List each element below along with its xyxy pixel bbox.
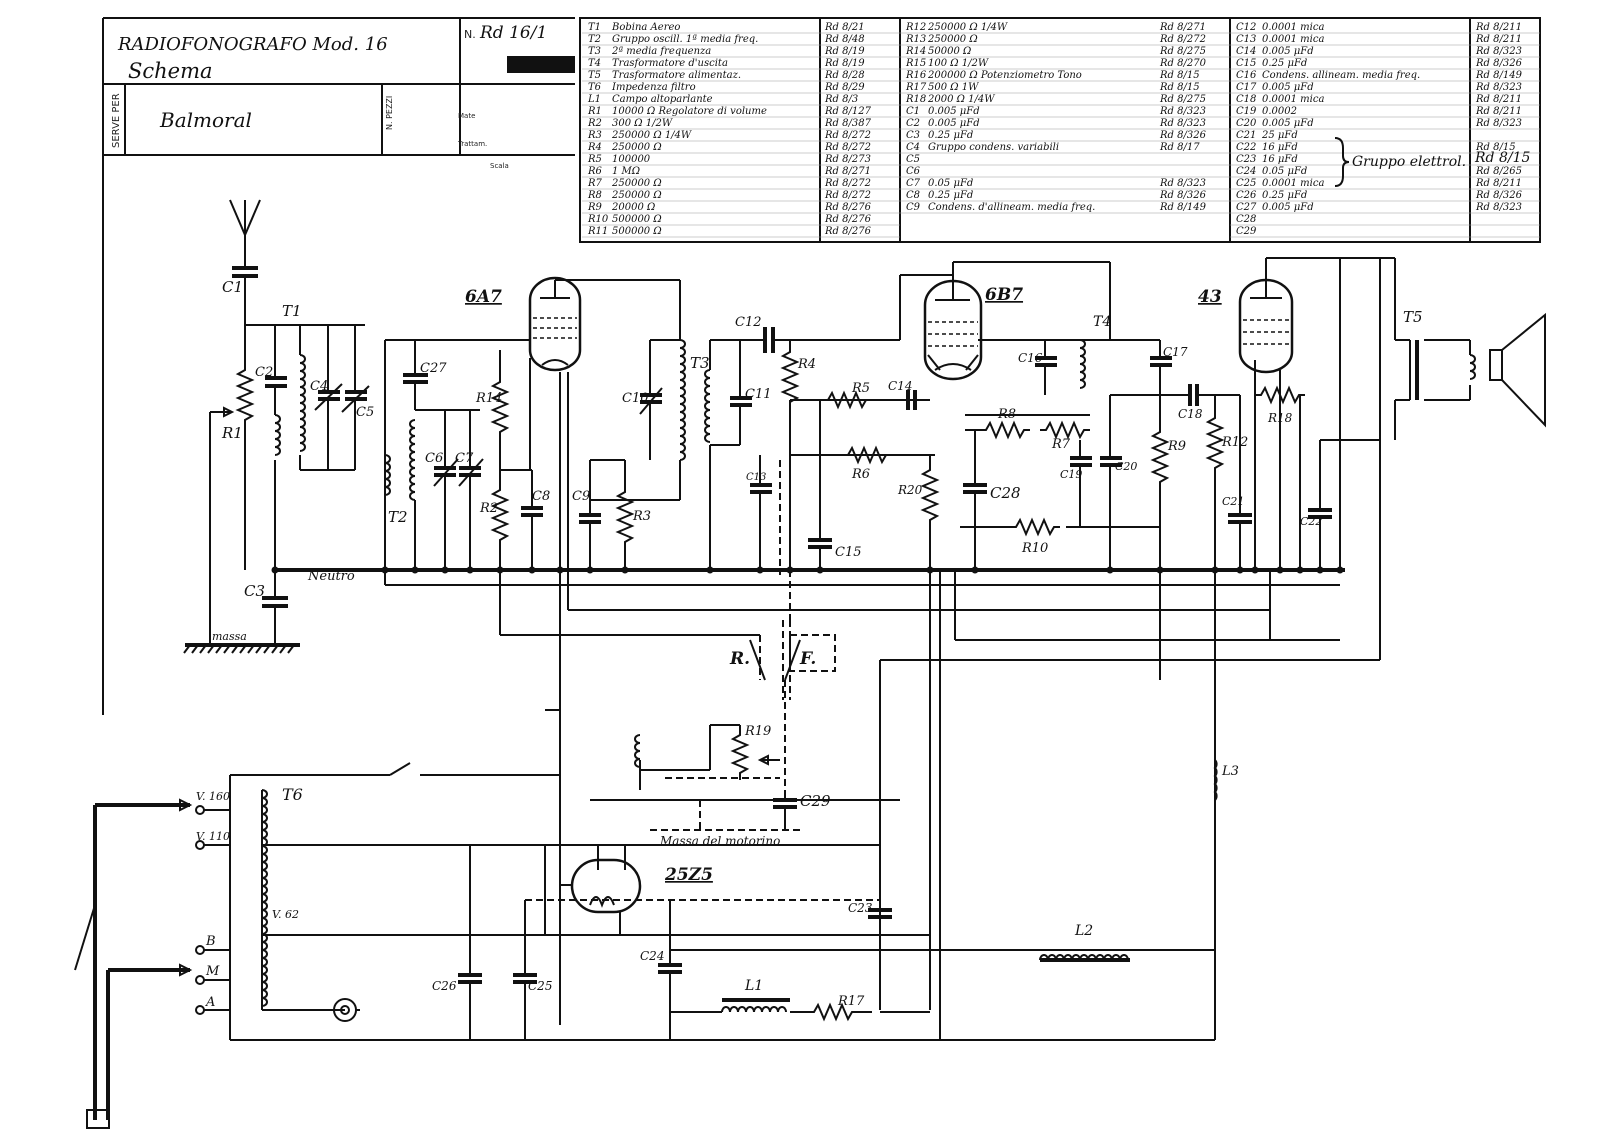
bom-ref: R18 — [906, 94, 927, 105]
bom-desc: 250000 Ω — [612, 190, 662, 201]
label-t3: T3 — [690, 354, 710, 372]
bom-column-1 — [582, 22, 900, 237]
bom-ref: C21 — [1236, 130, 1257, 141]
junction-dot — [927, 567, 934, 574]
coil-winding — [705, 370, 710, 442]
bom-ref: R1 — [588, 106, 602, 117]
bom-code: Rd 8/326 — [1476, 58, 1522, 69]
label-tap-m: M — [206, 964, 220, 979]
bom-ref: C7 — [906, 178, 921, 189]
bom-ref: R14 — [906, 46, 927, 57]
bom-desc: 100000 — [612, 154, 651, 165]
junction-dot — [817, 567, 824, 574]
subtitle-text: Schema — [128, 59, 213, 83]
bom-ref: R10 — [588, 214, 609, 225]
bom-desc: 0.0001 mica — [1262, 178, 1325, 189]
label-c10: C10 — [622, 391, 649, 406]
bom-code: Rd 8/276 — [825, 202, 871, 213]
junction-dot — [1212, 567, 1219, 574]
bom-code: Rd 8/272 — [825, 190, 871, 201]
tube-25z5 — [572, 845, 640, 912]
label-r10: R10 — [1022, 541, 1049, 556]
label-tap-a: A — [206, 995, 216, 1010]
bom-ref: C27 — [1236, 202, 1257, 213]
coil-winding — [680, 340, 685, 460]
bom-ref: C20 — [1236, 118, 1257, 129]
bom-code: Rd 8/326 — [1476, 190, 1522, 201]
label-r18: R18 — [1268, 411, 1293, 425]
coil-winding — [1080, 340, 1085, 388]
bom-ref: C6 — [906, 166, 921, 177]
coil-winding — [275, 415, 280, 455]
bom-desc: 0.005 μFd — [1262, 46, 1314, 57]
label-c28: C28 — [990, 484, 1021, 502]
label-r9: R9 — [1168, 439, 1187, 454]
label-r5: R5 — [852, 381, 871, 396]
bom-desc: Trasformatore d'uscita — [612, 58, 728, 69]
label-l3: L3 — [1222, 764, 1239, 779]
bom-desc: 0.25 μFd — [1262, 190, 1308, 201]
bom-code: Rd 8/323 — [1476, 202, 1522, 213]
bom-desc: 250000 Ω 1/4W — [928, 22, 1008, 33]
bom-code: Rd 8/271 — [825, 166, 871, 177]
tube-43 — [1240, 258, 1292, 372]
bom-ref: R13 — [906, 34, 927, 45]
field-trattam: Trattam. — [458, 140, 488, 148]
bom-ref: T4 — [588, 58, 602, 69]
bom-ref: C4 — [906, 142, 921, 153]
bom-code: Rd 8/323 — [1476, 82, 1522, 93]
tube-label-25z5: 25Z5 — [665, 865, 713, 885]
bom-ref: C1 — [906, 106, 921, 117]
label-r14: R14 — [476, 391, 503, 406]
bom-code: Rd 8/270 — [1160, 58, 1206, 69]
detector-stage — [735, 262, 1240, 700]
bom-desc: 1 MΩ — [612, 166, 641, 177]
bom-ref: C26 — [1236, 190, 1257, 201]
bom-desc: 20000 Ω — [612, 202, 656, 213]
tube-6b7 — [925, 262, 981, 379]
label-r12: R12 — [1222, 435, 1249, 450]
junction-dot — [1237, 567, 1244, 574]
coil-winding — [1470, 355, 1475, 379]
bom-ref: C18 — [1236, 94, 1257, 105]
bom-ref: R11 — [588, 226, 609, 237]
serve-per-value: Balmoral — [160, 108, 252, 132]
bom-desc: 0.005 μFd — [928, 118, 980, 129]
label-c23: C23 — [848, 901, 873, 915]
bom-desc: Condens. allineam. media freq. — [1262, 70, 1421, 81]
label-c26: C26 — [432, 979, 457, 993]
label-r4: R4 — [798, 357, 817, 372]
bom-ref: C23 — [1236, 154, 1257, 165]
bom-ref: R4 — [588, 142, 602, 153]
label-v110: V. 110 — [196, 830, 231, 843]
bom-code: Rd 8/28 — [825, 70, 865, 81]
antenna-icon — [230, 200, 260, 268]
bom-ref: R2 — [588, 118, 602, 129]
bom-ref: T2 — [588, 34, 602, 45]
bom-code: Rd 8/211 — [1476, 94, 1522, 105]
tube-label-6a7: 6A7 — [465, 287, 502, 307]
bom-desc: 16 μFd — [1262, 154, 1298, 165]
junction-dot — [382, 567, 389, 574]
bom-desc: Condens. d'allineam. media freq. — [928, 202, 1096, 213]
bom-code: Rd 8/29 — [825, 82, 865, 93]
tube-label-6b7: 6B7 — [985, 285, 1024, 305]
label-t6: T6 — [282, 785, 303, 804]
label-r6: R6 — [852, 467, 871, 482]
bom-code: Rd 8/387 — [825, 118, 871, 129]
bom-code: Rd 8/326 — [1160, 190, 1206, 201]
bom-code: Rd 8/211 — [1476, 178, 1522, 189]
label-r17: R17 — [838, 994, 865, 1009]
bom-desc: 0.25 μFd — [928, 190, 974, 201]
bom-desc: 16 μFd — [1262, 142, 1298, 153]
junction-dot — [1277, 567, 1284, 574]
label-r2: R2 — [480, 501, 499, 516]
label-v160: V. 160 — [196, 790, 231, 803]
bom-ref: C5 — [906, 154, 921, 165]
label-r8: R8 — [998, 407, 1017, 422]
label-c11: C11 — [745, 387, 772, 402]
junction-dot — [787, 567, 794, 574]
bom-ref: C14 — [1236, 46, 1257, 57]
if-transformer-t3 — [590, 340, 772, 570]
label-c16: C16 — [1018, 351, 1043, 365]
bom-desc: 250000 Ω — [928, 34, 978, 45]
mains-plug-icon — [87, 1110, 109, 1128]
label-c12: C12 — [735, 315, 762, 330]
junction-dot — [272, 567, 279, 574]
junction-dot — [467, 567, 474, 574]
label-c7: C7 — [455, 451, 474, 466]
label-neutro: Neutro — [308, 569, 355, 584]
bom-ref: R3 — [588, 130, 602, 141]
bom-desc: 0.05 μFd — [928, 178, 974, 189]
label-c20: C20 — [1115, 460, 1138, 473]
bom-ref: T6 — [588, 82, 602, 93]
bom-ref: C3 — [906, 130, 921, 141]
bom-code: Rd 8/275 — [1160, 46, 1206, 57]
bom-code: Rd 8/211 — [1476, 106, 1522, 117]
label-c15: C15 — [835, 545, 862, 560]
junction-dot — [497, 567, 504, 574]
bom-code: Rd 8/323 — [1160, 106, 1206, 117]
bom-code: Rd 8/127 — [825, 106, 871, 117]
bom-code: Rd 8/326 — [1160, 130, 1206, 141]
label-r19: R19 — [745, 724, 772, 739]
label-r20: R20 — [898, 483, 923, 497]
bom-ref: C12 — [1236, 22, 1257, 33]
label-c18: C18 — [1178, 407, 1203, 421]
bom-ref: C19 — [1236, 106, 1257, 117]
label-c2: C2 — [255, 365, 274, 380]
bom-desc: 300 Ω 1/2W — [612, 118, 673, 129]
bom-desc: Trasformatore alimentaz. — [612, 70, 742, 81]
label-l2: L2 — [1075, 923, 1094, 939]
bom-code: Rd 8/323 — [1160, 178, 1206, 189]
power-supply — [75, 680, 1239, 1128]
bom-code: Rd 8/211 — [1476, 22, 1522, 33]
junction-dot — [707, 567, 714, 574]
bom-code: Rd 8/15 — [1160, 70, 1200, 81]
label-c22: C22 — [1300, 515, 1323, 528]
bom-desc: 2000 Ω 1/4W — [928, 94, 995, 105]
bom-code: Rd 8/272 — [1160, 34, 1206, 45]
pezzi-label: N. PEZZI — [385, 95, 394, 130]
bom-desc: 0.0001 mica — [1262, 34, 1325, 45]
bom-code: Rd 8/48 — [825, 34, 865, 45]
bom-desc: 100 Ω 1/2W — [928, 58, 989, 69]
bom-code: Rd 8/271 — [1160, 22, 1206, 33]
bom-desc: 0.005 μFd — [1262, 82, 1314, 93]
number-value: Rd 16/1 — [480, 23, 548, 43]
bom-code: Rd 8/149 — [1476, 70, 1522, 81]
bom-ref: R15 — [906, 58, 927, 69]
junction-dot — [529, 567, 536, 574]
loudspeaker-icon — [1490, 315, 1545, 425]
bom-column-2 — [900, 22, 1230, 213]
label-c9: C9 — [572, 489, 591, 504]
label-c1: C1 — [222, 278, 244, 296]
bom-ref: T5 — [588, 70, 602, 81]
bom-ref: R9 — [588, 202, 602, 213]
junction-dot — [757, 567, 764, 574]
junction-dot — [1157, 567, 1164, 574]
bom-desc: Gruppo condens. variabili — [928, 142, 1060, 153]
neutro-bus — [275, 569, 1345, 584]
bom-code: Rd 8/276 — [825, 214, 871, 225]
label-r3: R3 — [633, 509, 652, 524]
bom-desc: 500000 Ω — [612, 226, 662, 237]
bom-ref: C22 — [1236, 142, 1257, 153]
bom-code: Rd 8/15 — [1160, 82, 1200, 93]
label-t1: T1 — [282, 302, 302, 320]
bom-code: Rd 8/323 — [1160, 118, 1206, 129]
bom-desc: 0.0002 — [1262, 106, 1297, 117]
label-r1: R1 — [222, 424, 243, 442]
bom-code: Rd 8/211 — [1476, 34, 1522, 45]
bom-code: Rd 8/17 — [1160, 142, 1200, 153]
bom-code: Rd 8/272 — [825, 130, 871, 141]
bom-desc: Impedenza filtro — [612, 82, 696, 93]
bom-desc: 0.0001 mica — [1262, 22, 1325, 33]
bom-desc: 50000 Ω — [928, 46, 972, 57]
junction-dot — [1337, 567, 1344, 574]
bom-desc: 0.0001 mica — [1262, 94, 1325, 105]
junction-dot — [442, 567, 449, 574]
redaction-bar — [507, 56, 575, 73]
converter-stage — [385, 278, 680, 610]
label-c25: C25 — [528, 979, 553, 993]
junction-dot — [587, 567, 594, 574]
junction-dot — [1297, 567, 1304, 574]
serve-per-label: SERVE PER — [111, 93, 122, 148]
bom-desc: 0.25 μFd — [1262, 58, 1308, 69]
bom-ref: C15 — [1236, 58, 1257, 69]
junction-dot — [412, 567, 419, 574]
bom-desc: 10000 Ω Regolatore di volume — [612, 106, 767, 117]
bom-ref: C2 — [906, 118, 921, 129]
bom-code: Rd 8/19 — [825, 46, 865, 57]
bom-desc: 0.25 μFd — [928, 130, 974, 141]
bom-ref: C25 — [1236, 178, 1257, 189]
bom-ref: R6 — [588, 166, 602, 177]
bom-desc: 500000 Ω — [612, 214, 662, 225]
field-scala: Scala — [490, 162, 509, 170]
bom-code: Rd 8/276 — [825, 226, 871, 237]
bom-ref: R16 — [906, 70, 927, 81]
tube-label-43: 43 — [1198, 287, 1222, 307]
label-c14: C14 — [888, 379, 913, 393]
label-c19: C19 — [1060, 468, 1083, 481]
coil-winding — [722, 1007, 786, 1012]
bom-code: Rd 8/272 — [825, 178, 871, 189]
label-massa-motorino: Massa del motorino — [660, 834, 781, 848]
bom-ref: R5 — [588, 154, 602, 165]
label-t4: T4 — [1093, 314, 1112, 330]
bom-code: Rd 8/265 — [1476, 166, 1522, 177]
gruppo-elettrol-label: Gruppo elettrol. — [1352, 154, 1467, 170]
bom-ref: T3 — [588, 46, 602, 57]
bom-desc: 250000 Ω 1/4W — [612, 130, 692, 141]
bom-desc: 25 μFd — [1262, 130, 1298, 141]
junction-dot — [622, 567, 629, 574]
bom-ref: R17 — [906, 82, 927, 93]
tube-6a7 — [530, 278, 580, 370]
label-tap-b: B — [206, 934, 216, 949]
label-c24: C24 — [640, 949, 665, 963]
bill-of-materials — [580, 18, 1540, 242]
bom-desc: 200000 Ω Potenziometro Tono — [928, 70, 1082, 81]
label-massa: massa — [212, 630, 247, 643]
coil-winding — [410, 420, 415, 500]
bom-desc: 500 Ω 1W — [928, 82, 979, 93]
bom-column-3 — [1230, 22, 1540, 237]
number-label: N. — [464, 28, 476, 41]
label-c6: C6 — [425, 451, 444, 466]
bom-desc: 0.005 μFd — [1262, 202, 1314, 213]
junction-dot — [1252, 567, 1259, 574]
label-v62: V. 62 — [272, 908, 300, 921]
bom-code: Rd 8/323 — [1476, 46, 1522, 57]
field-mate: Mate — [458, 112, 476, 120]
bom-ref: C8 — [906, 190, 921, 201]
bom-desc: 250000 Ω — [612, 142, 662, 153]
bom-code: Rd 8/273 — [825, 154, 871, 165]
bom-desc: 0.005 μFd — [1262, 118, 1314, 129]
bom-ref: C29 — [1236, 226, 1257, 237]
title-text: RADIOFONOGRAFO Mod. 16 — [118, 34, 388, 55]
label-c8: C8 — [532, 489, 551, 504]
label-switch-r: R. — [730, 649, 751, 669]
bom-ref: R8 — [588, 190, 602, 201]
label-c5: C5 — [356, 405, 375, 420]
junction-dot — [1317, 567, 1324, 574]
bom-desc: Bobina Aereo — [612, 22, 681, 33]
gruppo-elettrol-code: Rd 8/15 — [1475, 150, 1531, 166]
bom-desc: 0.05 μFd — [1262, 166, 1308, 177]
bom-ref: L1 — [588, 94, 602, 105]
bom-code: Rd 8/19 — [825, 58, 865, 69]
bom-desc: 2ª media frequenza — [612, 46, 712, 57]
bom-code: Rd 8/323 — [1476, 118, 1522, 129]
label-switch-f: F. — [800, 649, 817, 669]
coil-winding — [300, 355, 305, 451]
label-t2: T2 — [388, 508, 408, 526]
bom-code: Rd 8/21 — [825, 22, 865, 33]
bom-code: Rd 8/272 — [825, 142, 871, 153]
bom-ref: C28 — [1236, 214, 1257, 225]
bom-desc: 250000 Ω — [612, 178, 662, 189]
bom-desc: Campo altoparlante — [612, 94, 713, 105]
bom-ref: T1 — [588, 22, 602, 33]
bom-code: Rd 8/149 — [1160, 202, 1206, 213]
label-r7: R7 — [1052, 437, 1071, 452]
bom-ref: R7 — [588, 178, 602, 189]
junction-dot — [557, 567, 564, 574]
label-t5: T5 — [1403, 308, 1423, 326]
output-stage — [1198, 258, 1545, 570]
label-l1: L1 — [745, 978, 764, 994]
title-block — [103, 18, 575, 715]
label-c13: C13 — [746, 472, 767, 483]
bom-ref: C24 — [1236, 166, 1257, 177]
bom-code: Rd 8/3 — [825, 94, 859, 105]
bom-code: Rd 8/15 — [1476, 142, 1516, 153]
label-c21: C21 — [1222, 495, 1245, 508]
junction-dot — [972, 567, 979, 574]
bom-ref: C13 — [1236, 34, 1257, 45]
label-c27: C27 — [420, 361, 447, 376]
label-c17: C17 — [1163, 345, 1188, 359]
bom-desc: Gruppo oscill. 1ª media freq. — [612, 34, 759, 45]
bom-ref: C17 — [1236, 82, 1257, 93]
bom-ref: C16 — [1236, 70, 1257, 81]
label-c3: C3 — [244, 582, 266, 600]
bom-desc: 0.005 μFd — [928, 106, 980, 117]
bom-ref: C9 — [906, 202, 921, 213]
bom-code: Rd 8/275 — [1160, 94, 1206, 105]
label-c29: C29 — [800, 792, 831, 810]
label-c4: C4 — [310, 379, 329, 394]
bom-ref: R12 — [906, 22, 927, 33]
junction-dot — [1107, 567, 1114, 574]
